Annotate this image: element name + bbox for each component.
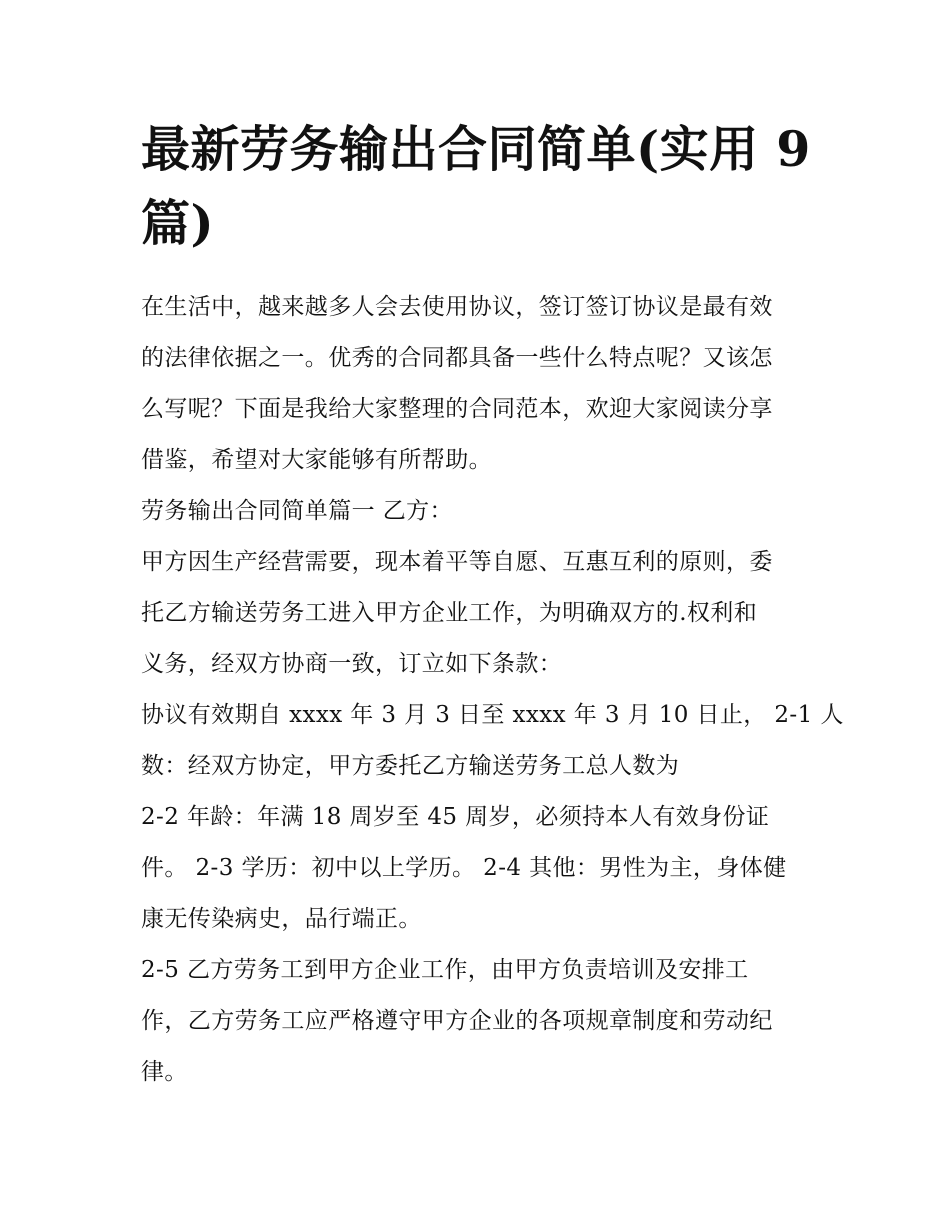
title-line: 最新劳务输出合同简单(实用 9 xyxy=(141,120,811,178)
text-line: 件。 2-3 学历：初中以上学历。 2-4 其他：男性为主，身体健 xyxy=(141,855,787,881)
text-line: 借鉴，希望对大家能够有所帮助。 xyxy=(141,447,492,473)
intro-paragraph xyxy=(141,282,813,486)
title-line: 篇) xyxy=(141,194,215,252)
section-heading-paragraph xyxy=(141,486,813,537)
text-line: 劳务输出合同简单篇一 乙方： xyxy=(141,498,453,524)
text-line: 康无传染病史，品行端正。 xyxy=(141,906,422,932)
text-line: 么写呢？下面是我给大家整理的合同范本，欢迎大家阅读分享 xyxy=(141,396,773,422)
term-paragraph xyxy=(141,690,844,792)
text-line: 2-5 乙方劳务工到甲方企业工作，由甲方负责培训及安排工 xyxy=(141,957,749,983)
text-line: 2-2 年龄：年满 18 周岁至 45 周岁，必须持本人有效身份证 xyxy=(141,804,770,830)
requirements-paragraph xyxy=(141,792,813,945)
text-line: 义务，经双方协商一致，订立如下条款： xyxy=(141,651,563,677)
text-line: 作，乙方劳务工应严格遵守甲方企业的各项规章制度和劳动纪 xyxy=(141,1008,773,1034)
text-line: 在生活中，越来越多人会去使用协议，签订签订协议是最有效 xyxy=(141,294,773,320)
text-line: 数：经双方协定，甲方委托乙方输送劳务工总人数为 xyxy=(141,753,680,779)
document-title xyxy=(141,112,813,260)
training-paragraph xyxy=(141,945,813,1098)
text-line: 律。 xyxy=(141,1059,188,1085)
document-page xyxy=(141,112,844,1098)
purpose-paragraph xyxy=(141,537,813,690)
text-line: 托乙方输送劳务工进入甲方企业工作，为明确双方的.权利和 xyxy=(141,600,758,626)
text-line: 协议有效期自 xxxx 年 3 月 3 日至 xxxx 年 3 月 10 日止， 2-1 人 xyxy=(141,702,844,728)
text-line: 的法律依据之一。优秀的合同都具备一些什么特点呢？又该怎 xyxy=(141,345,773,371)
text-line: 甲方因生产经营需要，现本着平等自愿、互惠互利的原则，委 xyxy=(141,549,773,575)
